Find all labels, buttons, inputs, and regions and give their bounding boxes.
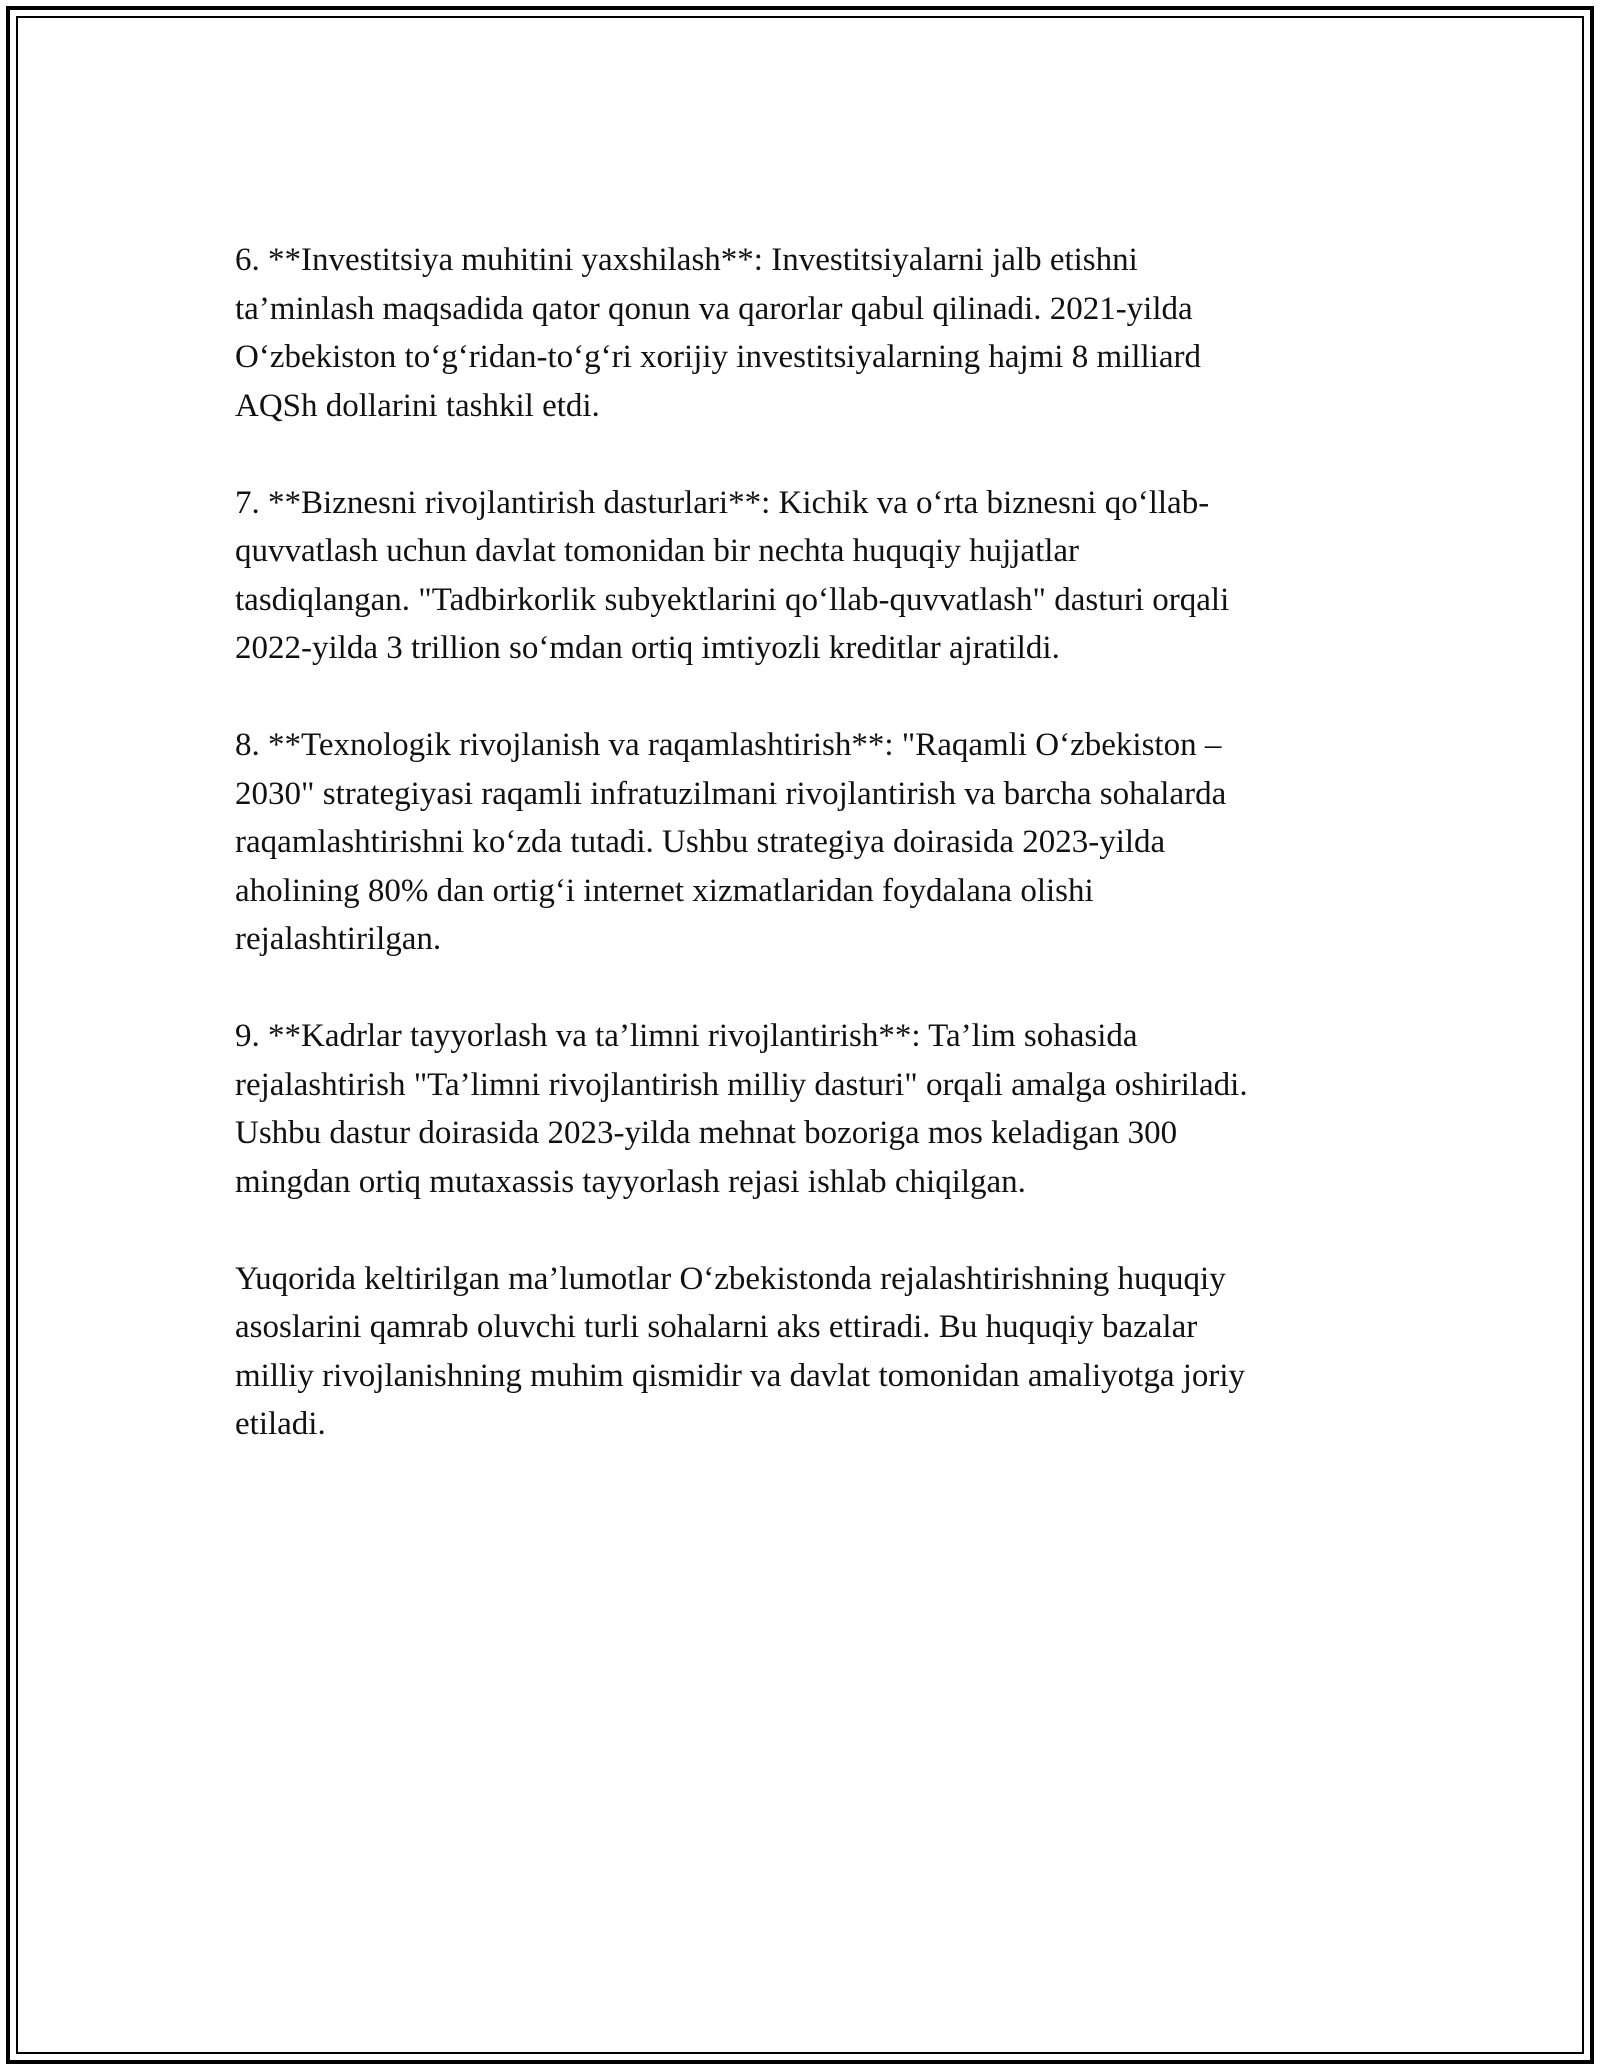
paragraph-digitalization: 8. **Texnologik rivojlanish va raqamlashtirish**: "Raqamli O‘zbekiston – 2030" strategiyasi raqamli infratuzilmani rivojlantirish va barcha sohalarda raqamlashtirishni ko‘zda tutadi. Ushbu strategiya doirasida 2023-yilda aholining 80% dan ortig‘i internet xizmatlaridan foydalana olishi rejalashtirilgan. — [235, 727, 1227, 957]
paragraph-investment-climate: 6. **Investitsiya muhitini yaxshilash**: Investitsiyalarni jalb etishni ta’minlash maqsadida qator qonun va qarorlar qabul qilinadi. 2021-yilda O‘zbekiston to‘g‘ridan-to‘g‘ri xorijiy investitsiyalarning hajmi 8 milliard AQSh dollarini tashkil etdi. — [235, 242, 1201, 424]
paragraph-education: 9. **Kadrlar tayyorlash va ta’limni rivojlantirish**: Ta’lim sohasida rejalashtirish "Ta’limni rivojlantirish milliy dasturi" orqali amalga oshiriladi. Ushbu dastur doirasida 2023-yilda mehnat bozoriga mos keladigan 300 mingdan ortiq mutaxassis tayyorlash rejasi ishlab chiqilgan. — [235, 1018, 1248, 1200]
paragraph-business-programs: 7. **Biznesni rivojlantirish dasturlari**: Kichik va o‘rta biznesni qo‘llab- quvvatlash uchun davlat tomonidan bir nechta huquqiy hujjatlar tasdiqlangan. "Tadbirkorlik subyektlarini qo‘llab-quvvatlash" dasturi orqali 2022-yilda 3 trillion so‘mdan ortiq imtiyozli kreditlar ajratildi. — [235, 484, 1230, 666]
paragraph-conclusion: Yuqorida keltirilgan ma’lumotlar O‘zbekistonda rejalashtirishning huquqiy asoslarini qamrab oluvchi turli sohalarni aks ettiradi. Bu huquqiy bazalar milliy rivojlanishning muhim qismidir va davlat tomonidan amaliyotga joriy etiladi. — [235, 1260, 1246, 1442]
document-body — [235, 236, 1375, 1497]
